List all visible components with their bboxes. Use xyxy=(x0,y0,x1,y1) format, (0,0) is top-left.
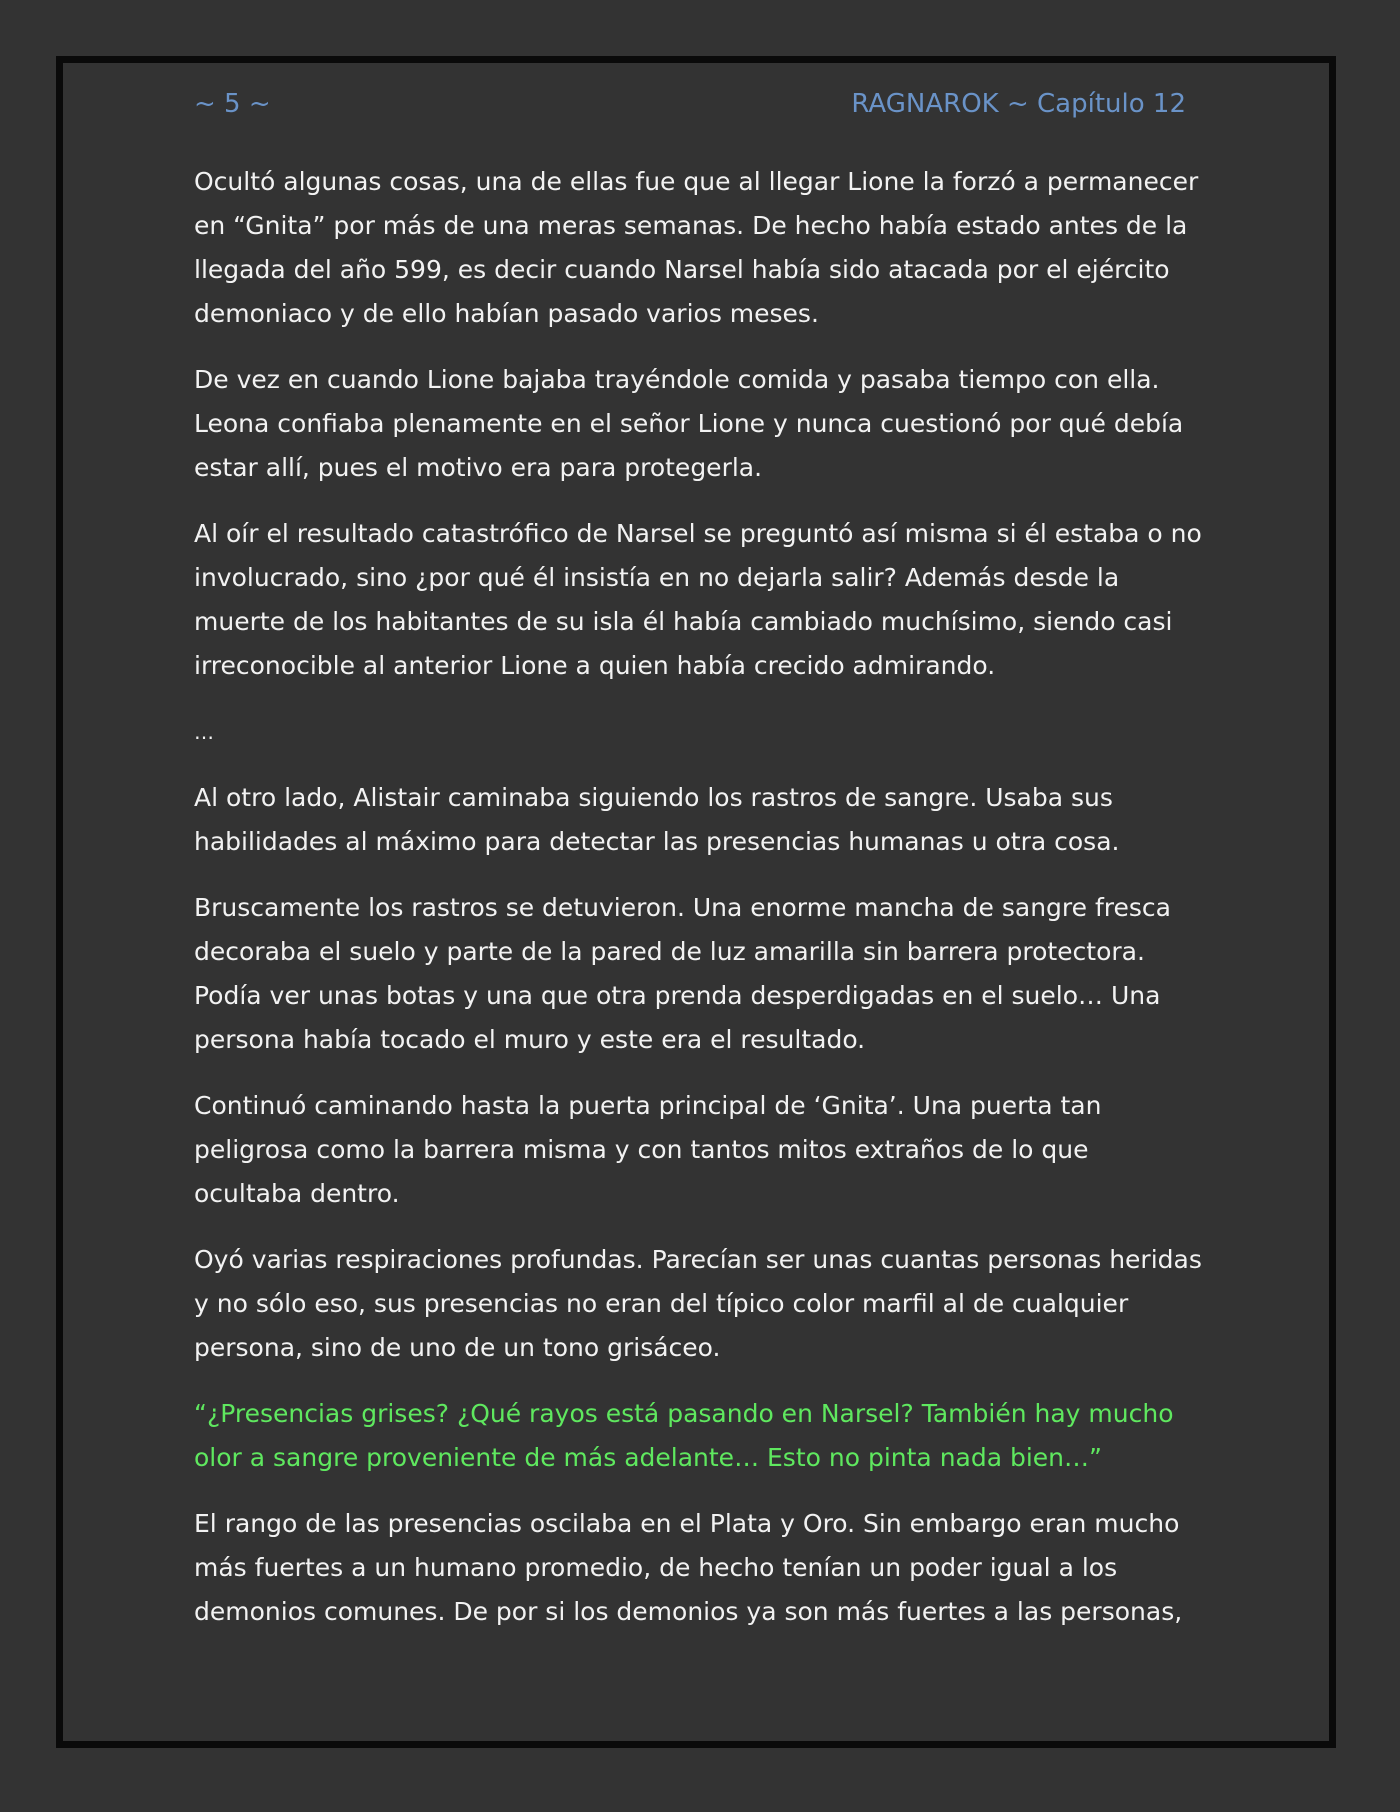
paragraph-4: Al otro lado, Alistair caminaba siguiendo los rastros de sangre. Usaba sus habilidades al máximo para detectar las presencias humanas u otra cosa. xyxy=(194,783,1120,856)
paragraph-1: Ocultó algunas cosas, una de ellas fue que al llegar Lione la forzó a permanecer en “Gnita” por más de una meras semanas. De hecho había estado antes de la llegada del año 599, es decir cuando Narsel había sido atacada por el ejército demoniaco y de ello habían pasado varios meses. xyxy=(194,167,1199,328)
page-header xyxy=(194,84,1186,124)
running-title: RAGNAROK ~ Capítulo 12 xyxy=(851,89,1186,119)
inner-thought: “¿Presencias grises? ¿Qué rayos está pasando en Narsel? También hay mucho olor a sangre proveniente de más adelante… Esto no pinta nada bien…” xyxy=(194,1399,1174,1472)
page-body xyxy=(194,160,1204,1656)
paragraph-6: Continuó caminando hasta la puerta principal de ‘Gnita’. Una puerta tan peligrosa como la barrera misma y con tantos mitos extraños de lo que ocultaba dentro. xyxy=(194,1091,1102,1208)
paragraph-7: Oyó varias respiraciones profundas. Parecían ser unas cuantas personas heridas y no sólo eso, sus presencias no eran del típico color marfil al de cualquier persona, sino de uno de un tono grisáceo. xyxy=(194,1245,1202,1362)
paragraph-8: El rango de las presencias oscilaba en el Plata y Oro. Sin embargo eran mucho más fuertes a un humano promedio, de hecho tenían un poder igual a los demonios comunes. De por si los demonios ya son más fuertes a las personas, xyxy=(194,1509,1183,1626)
scene-break: … xyxy=(194,720,214,744)
page-number: ~ 5 ~ xyxy=(194,89,271,119)
paragraph-5: Bruscamente los rastros se detuvieron. Una enorme mancha de sangre fresca decoraba el suelo y parte de la pared de luz amarilla sin barrera protectora. Podía ver unas botas y una que otra prenda desperdigadas en el suelo… Una persona había tocado el muro y este era el resultado. xyxy=(194,893,1171,1054)
paragraph-3: Al oír el resultado catastrófico de Narsel se preguntó así misma si él estaba o no involucrado, sino ¿por qué él insistía en no dejarla salir? Además desde la muerte de los habitantes de su isla él había cambiado muchísimo, siendo casi irreconocible al anterior Lione a quien había crecido admirando. xyxy=(194,519,1202,680)
paragraph-2: De vez en cuando Lione bajaba trayéndole comida y pasaba tiempo con ella. Leona confiaba plenamente en el señor Lione y nunca cuestionó por qué debía estar allí, pues el motivo era para protegerla. xyxy=(194,365,1184,482)
